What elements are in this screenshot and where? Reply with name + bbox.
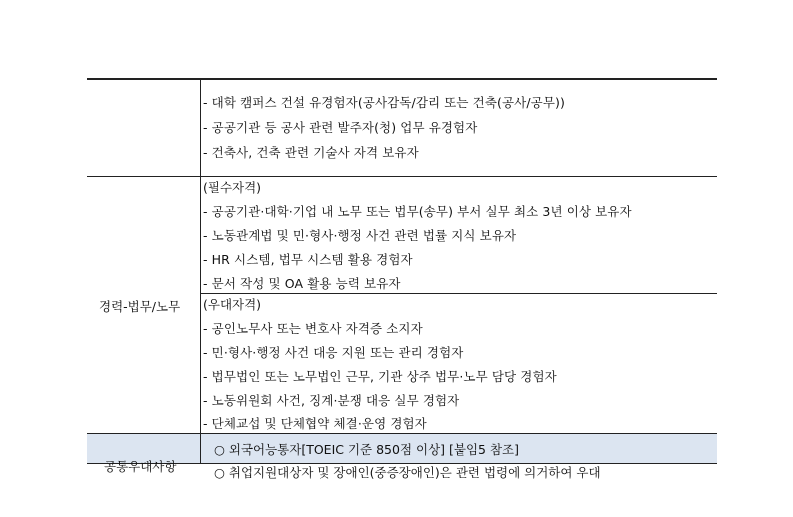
row-label-legal-labor: 경력-법무/노무	[99, 299, 181, 314]
list-item: - 공인노무사 또는 변호사 자격증 소지자	[203, 321, 423, 336]
list-item: - 문서 작성 및 OA 활용 능력 보유자	[203, 276, 401, 291]
subsection-divider	[200, 293, 717, 294]
table-top-border	[87, 78, 717, 80]
list-item: ○ 취업지원대상자 및 장애인(중증장애인)은 관련 법령에 의거하여 우대	[214, 465, 601, 480]
preferred-qualifications-header: (우대자격)	[203, 297, 262, 312]
list-item: - 건축사, 건축 관련 기술사 자격 보유자	[203, 145, 419, 160]
list-item: - 노동관계법 및 민·형사·행정 사건 관련 법률 지식 보유자	[203, 228, 517, 243]
row-divider	[87, 176, 717, 177]
list-item: - HR 시스템, 법무 시스템 활용 경험자	[203, 252, 413, 267]
row-divider	[87, 433, 717, 434]
column-divider	[200, 78, 201, 464]
list-item: ○ 외국어능통자[TOEIC 기준 850점 이상] [붙임5 참조]	[214, 442, 519, 457]
list-item: - 공공기관·대학·기업 내 노무 또는 법무(송무) 부서 실무 최소 3년 이상 보유자	[203, 204, 632, 219]
list-item: - 단체교섭 및 단체협약 체결·운영 경험자	[203, 416, 427, 431]
list-item: - 노동위원회 사건, 징계·분쟁 대응 실무 경험자	[203, 393, 460, 408]
list-item: - 공공기관 등 공사 관련 발주자(청) 업무 유경험자	[203, 120, 478, 135]
row-label-common-preferences: 공통우대사항	[104, 459, 177, 474]
list-item: - 민·형사·행정 사건 대응 지원 또는 관리 경험자	[203, 345, 464, 360]
list-item: - 법무법인 또는 노무법인 근무, 기관 상주 법무·노무 담당 경험자	[203, 369, 557, 384]
required-qualifications-header: (필수자격)	[203, 180, 262, 195]
table-bottom-border	[87, 463, 717, 464]
list-item: - 대학 캠퍼스 건설 유경험자(공사감독/감리 또는 건축(공사/공무))	[203, 95, 565, 110]
